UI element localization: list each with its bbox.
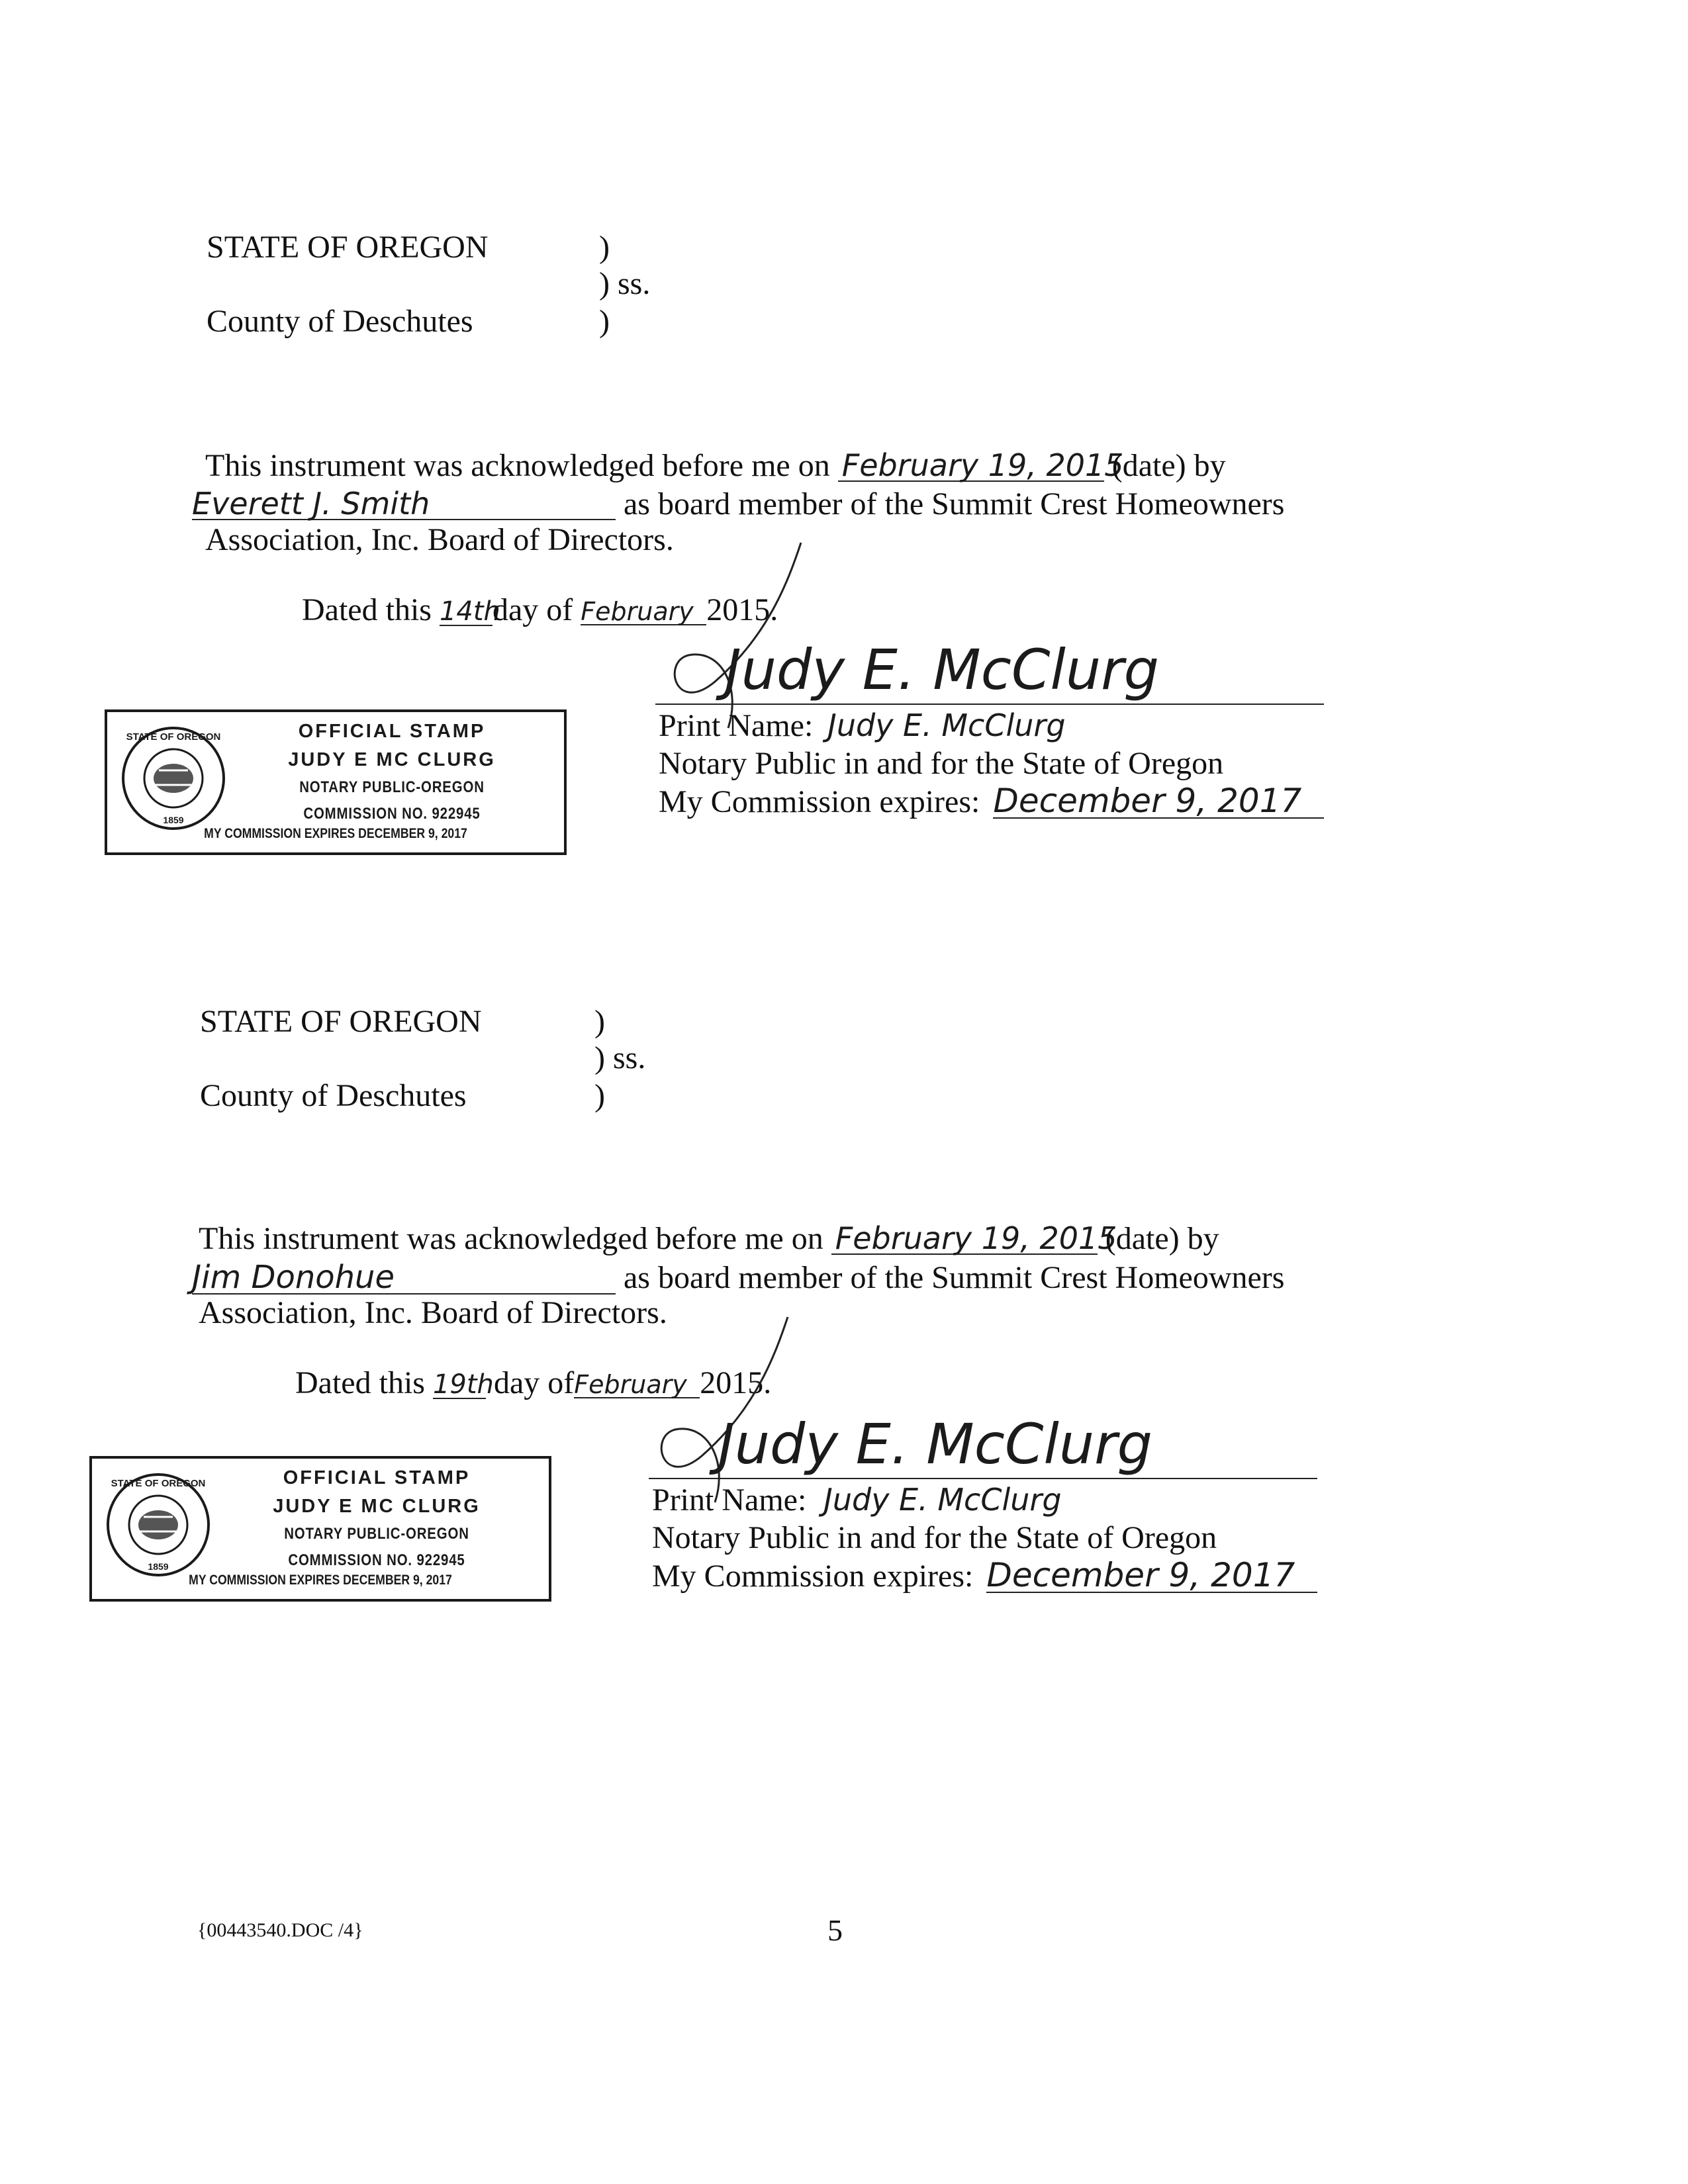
ack-date: February 19, 2015 bbox=[831, 1223, 1098, 1255]
dated-year: 2015. bbox=[706, 592, 778, 627]
member-suffix: as board member of the Summit Crest Homeowners bbox=[624, 486, 1285, 522]
dated-mid: day of bbox=[492, 592, 573, 627]
state-heading: STATE OF OREGON bbox=[200, 1004, 482, 1039]
notary-line: Notary Public in and for the State of Oregon bbox=[652, 1520, 1217, 1555]
notary-line: Notary Public in and for the State of Oregon bbox=[659, 746, 1224, 781]
commission-value: December 9, 2017 bbox=[986, 1559, 1317, 1593]
signature: Judy E. McClurg bbox=[718, 1412, 1152, 1477]
seal-text: STATE OF OREGON bbox=[111, 1478, 206, 1489]
dated-month: February bbox=[574, 1372, 700, 1398]
paren: ) bbox=[594, 1078, 605, 1113]
ack-date-suffix: (date) by bbox=[1105, 1221, 1219, 1256]
commission-line bbox=[659, 784, 1324, 819]
print-name-line bbox=[659, 707, 1066, 743]
dated-prefix: Dated this bbox=[302, 592, 432, 627]
county-label: County of Deschutes bbox=[207, 304, 473, 339]
dated-mid: day of bbox=[493, 1365, 575, 1400]
seal-text: STATE OF OREGON bbox=[126, 731, 221, 743]
official-stamp bbox=[105, 709, 567, 855]
stamp-name: JUDY E MC CLURG bbox=[273, 1496, 481, 1517]
stamp-commission: COMMISSION NO. 922945 bbox=[303, 805, 481, 823]
dated-month: February bbox=[581, 599, 706, 625]
member-name: Everett J. Smith bbox=[192, 488, 616, 520]
member-name: Jim Donohue bbox=[192, 1261, 616, 1295]
print-name-value: Judy E. McClurg bbox=[823, 1482, 1062, 1518]
paren: ) bbox=[599, 304, 610, 339]
ack-date-suffix: (date) by bbox=[1111, 448, 1226, 483]
ack-prefix: This instrument was acknowledged before me on bbox=[205, 448, 830, 483]
print-name-line bbox=[652, 1484, 1062, 1516]
signature-line bbox=[649, 1478, 1317, 1479]
association-line: Association, Inc. Board of Directors. bbox=[199, 1295, 667, 1330]
paren: ) bbox=[599, 230, 610, 265]
association-line: Association, Inc. Board of Directors. bbox=[205, 522, 674, 557]
member-line bbox=[192, 1261, 1284, 1295]
commission-line bbox=[652, 1556, 1317, 1594]
oregon-seal-icon bbox=[119, 724, 228, 833]
oregon-seal-icon bbox=[104, 1471, 212, 1579]
seal-year: 1859 bbox=[163, 815, 184, 825]
stamp-notary: NOTARY PUBLIC-OREGON bbox=[299, 778, 485, 796]
stamp-name: JUDY E MC CLURG bbox=[288, 749, 496, 770]
dated-day: 19th bbox=[432, 1369, 494, 1400]
stamp-title: OFFICIAL STAMP bbox=[283, 1467, 471, 1488]
county-label: County of Deschutes bbox=[200, 1078, 467, 1113]
official-stamp bbox=[89, 1456, 551, 1602]
member-suffix: as board member of the Summit Crest Homeowners bbox=[624, 1260, 1285, 1295]
paren: ) bbox=[594, 1004, 605, 1039]
ack-date: February 19, 2015 bbox=[838, 450, 1104, 482]
state-heading: STATE OF OREGON bbox=[207, 230, 489, 265]
page-number: 5 bbox=[827, 1913, 843, 1947]
print-name-label: Print Name: bbox=[652, 1482, 807, 1518]
print-name-label: Print Name: bbox=[659, 708, 814, 743]
print-name-value: Judy E. McClurg bbox=[827, 707, 1066, 743]
signature: Judy E. McClurg bbox=[725, 637, 1159, 702]
dated-day: 14th bbox=[439, 596, 500, 627]
commission-label: My Commission expires: bbox=[652, 1559, 974, 1594]
stamp-title: OFFICIAL STAMP bbox=[298, 721, 486, 742]
seal-year: 1859 bbox=[148, 1561, 169, 1572]
dated-prefix: Dated this bbox=[295, 1365, 425, 1400]
ack-line bbox=[199, 1220, 1219, 1256]
commission-value: December 9, 2017 bbox=[993, 784, 1324, 819]
stamp-commission: COMMISSION NO. 922945 bbox=[288, 1551, 465, 1569]
stamp-expiry: MY COMMISSION EXPIRES DECEMBER 9, 2017 bbox=[189, 1572, 452, 1588]
ack-prefix: This instrument was acknowledged before me on bbox=[199, 1221, 823, 1256]
stamp-expiry: MY COMMISSION EXPIRES DECEMBER 9, 2017 bbox=[204, 826, 467, 841]
member-line bbox=[192, 488, 1284, 520]
document-id: {00443540.DOC /4} bbox=[197, 1919, 363, 1941]
dated-year: 2015. bbox=[700, 1365, 772, 1400]
stamp-notary: NOTARY PUBLIC-OREGON bbox=[284, 1525, 469, 1543]
ack-line bbox=[205, 447, 1226, 483]
commission-label: My Commission expires: bbox=[659, 784, 980, 819]
signature-line bbox=[655, 704, 1324, 705]
ss-label: ) ss. bbox=[594, 1040, 646, 1075]
ss-label: ) ss. bbox=[599, 266, 651, 301]
